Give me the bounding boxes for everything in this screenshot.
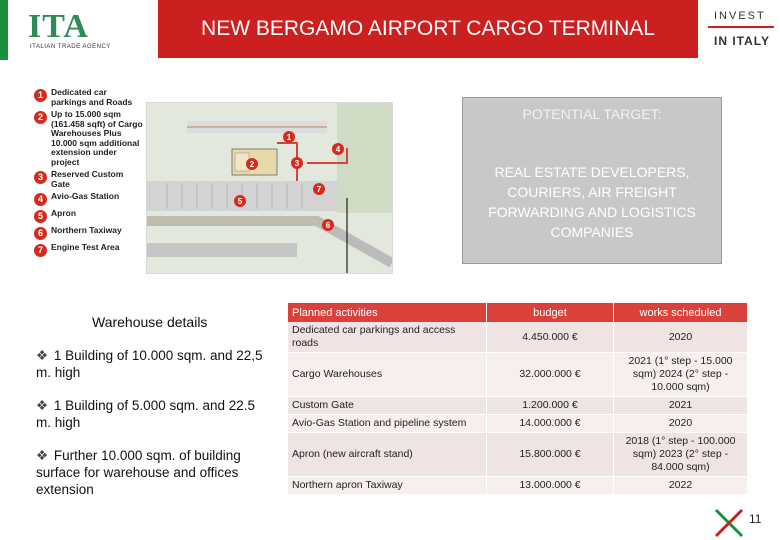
diamond-bullet-icon: ❖ [36,398,49,413]
legend-item [34,243,144,257]
legend-label: Dedicated car parkings and Roads [51,87,133,107]
target-body: REAL ESTATE DEVELOPERS, COURIERS, AIR FREIGHT FORWARDING AND LOGISTICS COMPANIES [488,164,696,240]
column-header: budget [487,303,614,322]
table-row [288,477,748,495]
legend-label: Engine Test Area [51,242,120,252]
activity-cell: Avio-Gas Station and pipeline system [288,415,487,433]
header [0,0,780,60]
budget-cell: 4.450.000 € [487,322,614,353]
legend-item [34,209,144,223]
warehouse-bullet [36,347,266,381]
legend-item [34,192,144,206]
ita-logo [28,8,138,54]
number-badge: 1 [34,89,47,102]
column-header: Planned activities [288,303,487,322]
legend-label: Reserved Custom Gate [51,169,124,189]
budget-cell: 14.000.000 € [487,415,614,433]
schedule-cell: 2018 (1° step - 100.000 sqm) 2023 (2° step - 84.000 sqm) [614,433,748,477]
legend-label: Northern Taxiway [51,225,122,235]
ita-agency-text: ITALIAN TRADE AGENCY [30,44,111,50]
site-map-drawing [147,103,392,273]
legend-item [34,226,144,240]
warehouse-bullet [36,447,266,498]
diamond-bullet-icon: ❖ [36,348,49,363]
table-row [288,397,748,415]
warehouse-heading: Warehouse details [92,314,208,330]
legend-item [34,88,144,107]
legend-item [34,170,144,189]
bullet-text: 1 Building of 5.000 sqm. and 22.5 m. high [36,398,256,430]
table-row [288,433,748,477]
svg-text:7: 7 [316,185,322,194]
airport-site-map [146,102,393,274]
number-badge: 4 [34,193,47,206]
schedule-cell: 2021 [614,397,748,415]
page-number: 11 [749,512,762,526]
diamond-bullet-icon: ❖ [36,448,49,463]
number-badge: 5 [34,210,47,223]
table-row [288,415,748,433]
schedule-cell: 2020 [614,415,748,433]
bullet-text: 1 Building of 10.000 sqm. and 22,5 m. high [36,348,263,380]
target-title: POTENTIAL TARGET: [522,106,662,122]
budget-cell: 15.800.000 € [487,433,614,477]
table-row [288,353,748,397]
page-title: NEW BERGAMO AIRPORT CARGO TERMINAL [201,17,655,40]
potential-target-box [462,97,722,264]
svg-text:6: 6 [325,221,331,230]
svg-text:4: 4 [335,145,341,154]
budget-cell: 32.000.000 € [487,353,614,397]
column-header: works scheduled [614,303,748,322]
table-header-row [288,303,748,322]
svg-text:3: 3 [294,159,300,168]
schedule-cell: 2020 [614,322,748,353]
activity-cell: Apron (new aircraft stand) [288,433,487,477]
svg-text:1: 1 [286,133,292,142]
in-italy-text: IN ITALY [714,34,771,48]
table-row [288,322,748,353]
map-legend [34,88,144,260]
svg-text:5: 5 [237,197,243,206]
schedule-cell: 2021 (1° step - 15.000 sqm) 2024 (2° step - 10.000 sqm) [614,353,748,397]
activity-cell: Northern apron Taxiway [288,477,487,495]
svg-text:2: 2 [249,160,255,169]
warehouse-bullet [36,397,266,431]
ita-logo-text: ITA [28,8,89,45]
activity-cell: Dedicated car parkings and access roads [288,322,487,353]
legend-label: Apron [51,208,77,218]
budget-cell: 13.000.000 € [487,477,614,495]
invest-in-italy-logo [708,6,774,56]
legend-label: Avio-Gas Station [51,191,120,201]
title-bar [158,0,698,58]
invest-text: INVEST [714,10,766,22]
number-badge: 2 [34,111,47,124]
activity-cell: Custom Gate [288,397,487,415]
number-badge: 7 [34,244,47,257]
logo-divider [708,26,774,28]
number-badge: 6 [34,227,47,240]
green-stripe [0,0,8,60]
corner-x-logo-icon [712,500,752,540]
planned-activities-table [288,303,748,495]
legend-item [34,110,144,167]
bullet-text: Further 10.000 sqm. of building surface for warehouse and offices extension [36,448,241,497]
budget-cell: 1.200.000 € [487,397,614,415]
schedule-cell: 2022 [614,477,748,495]
number-badge: 3 [34,171,47,184]
activity-cell: Cargo Warehouses [288,353,487,397]
legend-label: Up to 15.000 sqm (161.458 sqft) of Cargo Warehouses Plus 10.000 sqm additional extension under project [51,109,143,167]
